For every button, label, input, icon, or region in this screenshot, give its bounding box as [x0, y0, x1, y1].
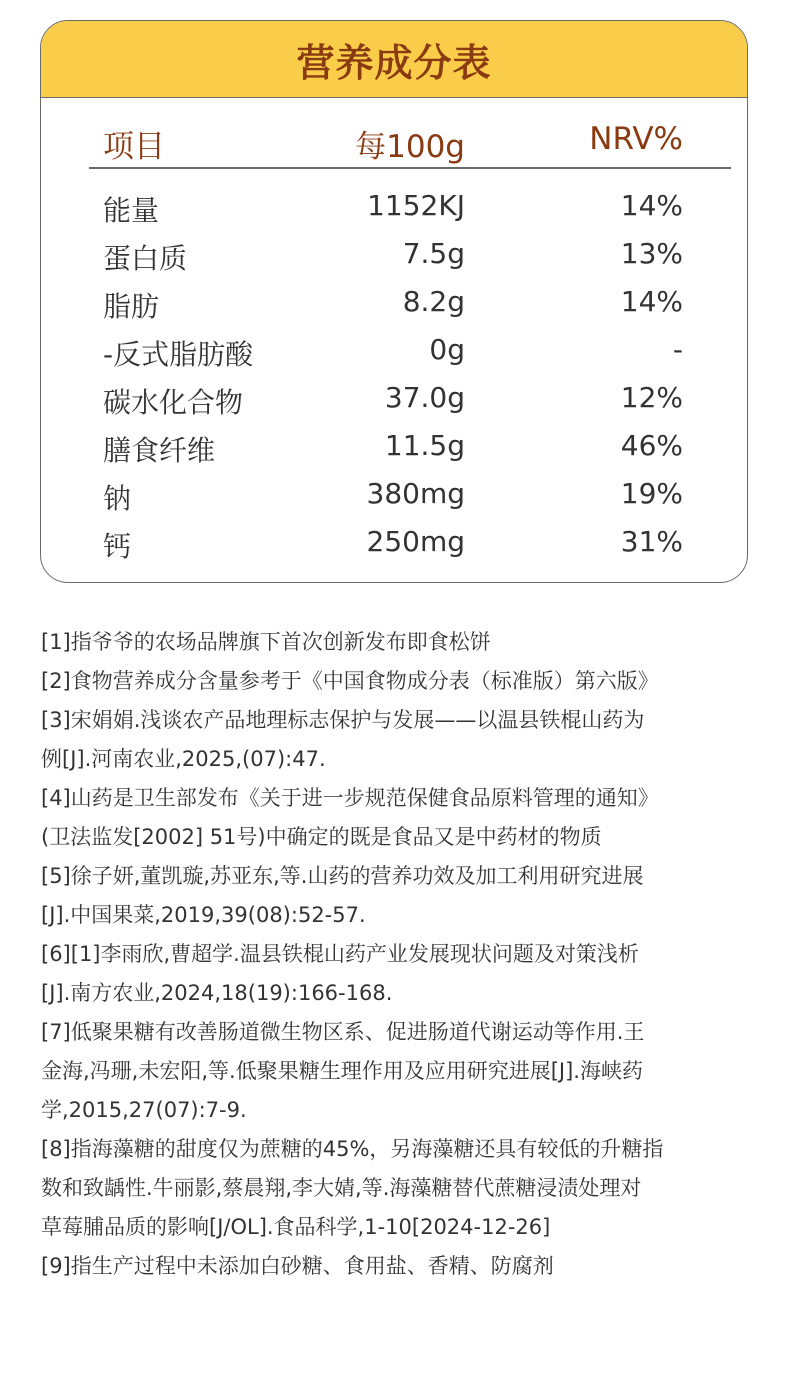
nutrient-per100g: 11.5g [384, 429, 465, 462]
table-row [41, 181, 747, 229]
table-row [41, 229, 747, 277]
nutrient-nrv: 13% [620, 237, 683, 270]
reference-line: [3]宋娟娟.浅谈农产品地理标志保护与发展——以温县铁棍山药为 [41, 708, 645, 732]
header-divider [89, 167, 731, 169]
nutrient-name: 钙 [103, 530, 132, 563]
table-row [41, 373, 747, 421]
column-header-item: 项目 [103, 129, 165, 165]
reference-line: [8]指海藻糖的甜度仅为蔗糖的45%，另海藻糖还具有较低的升糖指 [41, 1137, 664, 1161]
nutrient-name: 脂肪 [103, 290, 160, 323]
nutrient-per100g: 1152KJ [367, 189, 465, 222]
reference-line: (卫法监发[2002] 51号)中确定的既是食品又是中药材的物质 [41, 825, 602, 849]
column-header-nrv: NRV% [589, 121, 683, 157]
nutrient-name: 能量 [103, 194, 160, 227]
nutrient-name: -反式脂肪酸 [103, 338, 254, 371]
table-row [41, 469, 747, 517]
reference-line: [4]山药是卫生部发布《关于进一步规范保健食品原料管理的通知》 [41, 786, 659, 810]
nutrient-nrv: 12% [620, 381, 683, 414]
reference-line: [2]食物营养成分含量参考于《中国食物成分表（标准版）第六版》 [41, 669, 659, 693]
nutrient-name: 碳水化合物 [103, 386, 244, 419]
reference-line: 数和致龋性.牛丽影,蔡晨翔,李大婧,等.海藻糖替代蔗糖浸渍处理对 [41, 1176, 642, 1200]
panel-title: 营养成分表 [296, 40, 492, 85]
column-header-row [41, 113, 747, 169]
references-list [41, 623, 753, 1286]
table-row [41, 325, 747, 373]
nutrient-name: 膳食纤维 [103, 434, 216, 467]
table-row [41, 517, 747, 565]
reference-line: 金海,冯珊,未宏阳,等.低聚果糖生理作用及应用研究进展[J].海峡药 [41, 1059, 643, 1083]
panel-header [41, 21, 747, 98]
nutrient-per100g: 0g [429, 333, 465, 366]
reference-line: [1]指爷爷的农场品牌旗下首次创新发布即食松饼 [41, 630, 491, 654]
reference-line: [6][1]李雨欣,曹超学.温县铁棍山药产业发展现状问题及对策浅析 [41, 942, 639, 966]
nutrient-per100g: 250mg [366, 525, 465, 558]
nutrient-nrv: 14% [620, 285, 683, 318]
reference-line: [J].中国果菜,2019,39(08):52-57. [41, 903, 366, 927]
reference-line: 学,2015,27(07):7-9. [41, 1098, 247, 1122]
nutrition-facts-panel [40, 20, 748, 583]
nutrient-nrv: 19% [620, 477, 683, 510]
nutrient-per100g: 8.2g [402, 285, 465, 318]
reference-line: [5]徐子妍,董凯璇,苏亚东,等.山药的营养功效及加工利用研究进展 [41, 864, 644, 888]
nutrient-name: 钠 [103, 482, 132, 515]
nutrient-nrv: 46% [620, 429, 683, 462]
nutrient-nrv: 14% [620, 189, 683, 222]
nutrition-rows [41, 181, 747, 565]
reference-line: 例[J].河南农业,2025,(07):47. [41, 747, 326, 771]
reference-line: [9]指生产过程中未添加白砂糖、食用盐、香精、防腐剂 [41, 1254, 554, 1278]
nutrient-per100g: 380mg [366, 477, 465, 510]
nutrient-nrv: 31% [620, 525, 683, 558]
nutrient-name: 蛋白质 [103, 242, 188, 275]
nutrient-nrv: - [672, 333, 683, 366]
table-row [41, 421, 747, 469]
reference-line: [7]低聚果糖有改善肠道微生物区系、促进肠道代谢运动等作用.王 [41, 1020, 645, 1044]
table-row [41, 277, 747, 325]
reference-line: [J].南方农业,2024,18(19):166-168. [41, 981, 393, 1005]
reference-line: 草莓脯品质的影响[J/OL].食品科学,1-10[2024-12-26] [41, 1215, 551, 1239]
nutrient-per100g: 37.0g [384, 381, 465, 414]
column-header-per100g: 每100g [355, 129, 465, 165]
nutrient-per100g: 7.5g [402, 237, 465, 270]
